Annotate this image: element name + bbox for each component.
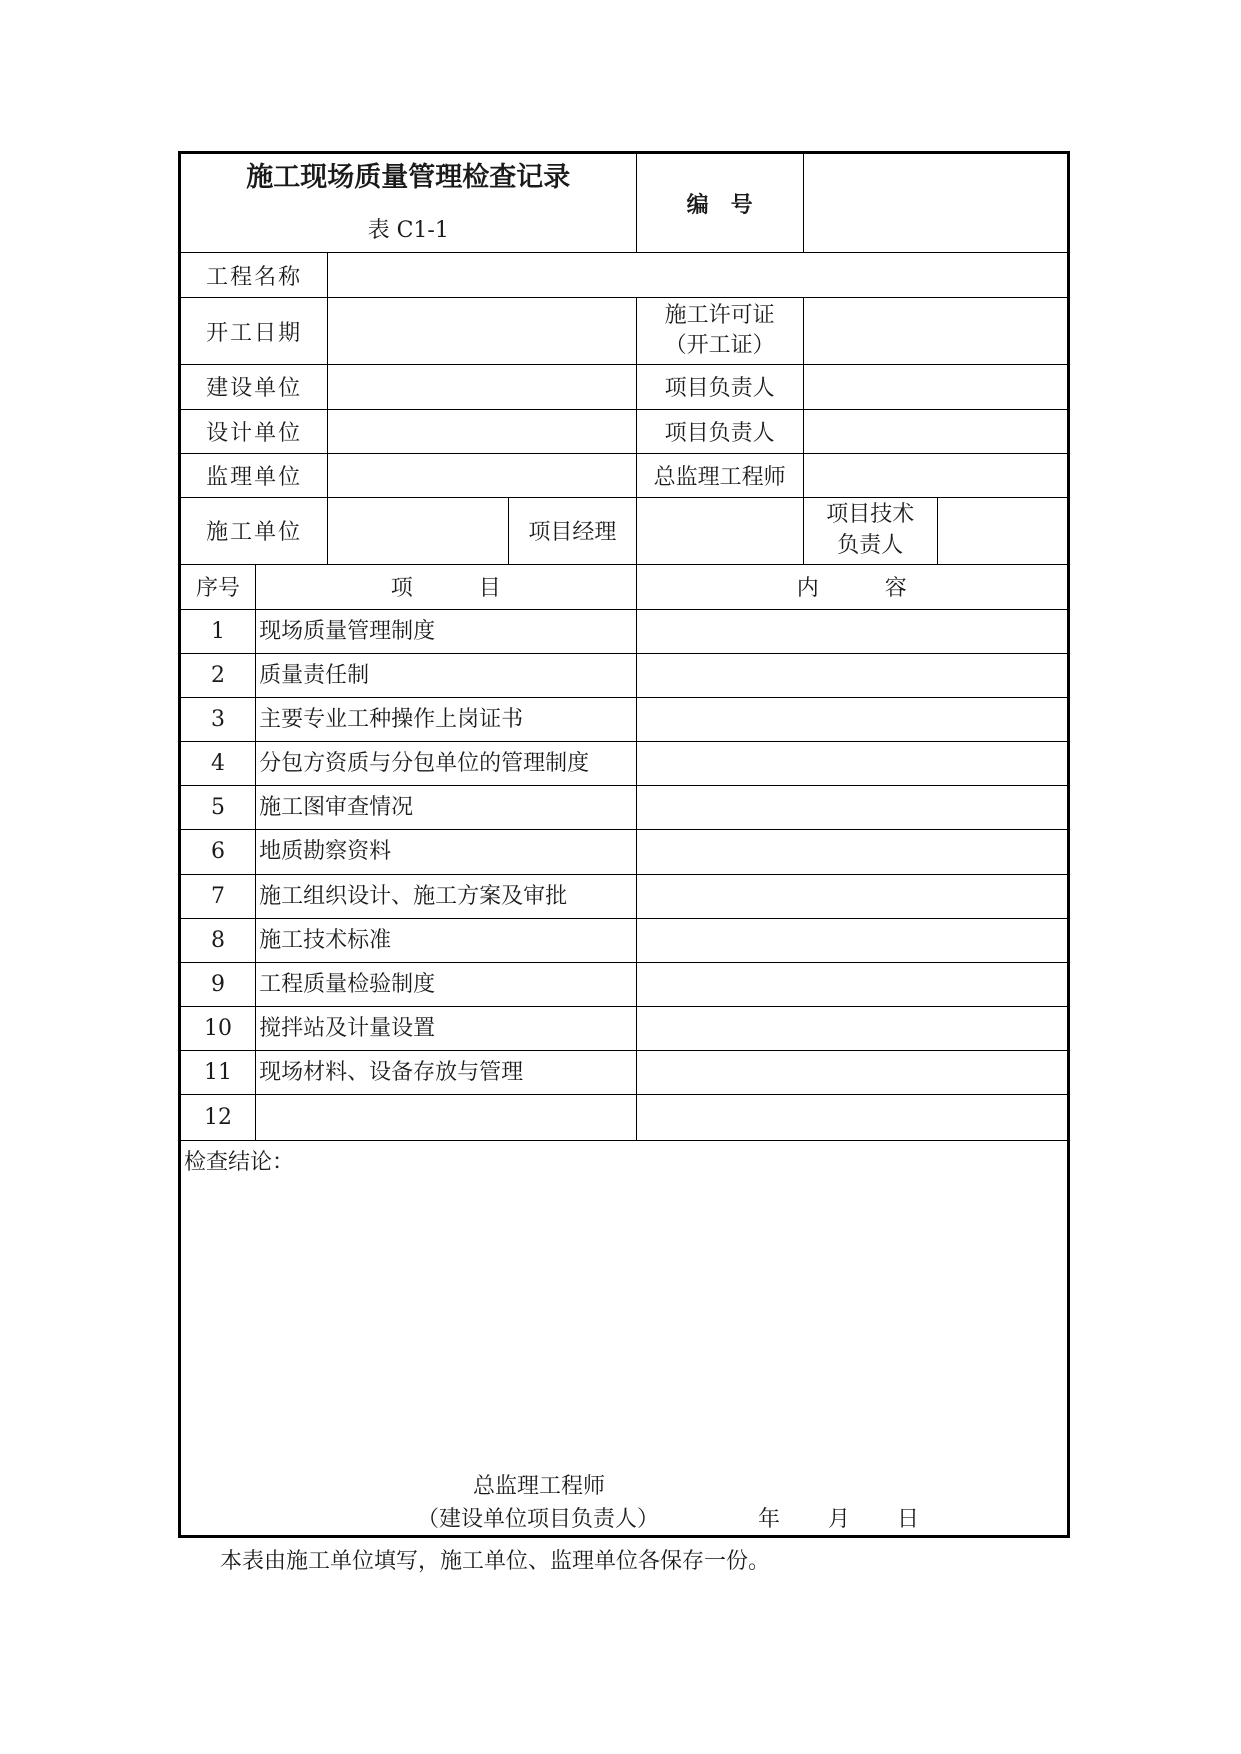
start-date-field[interactable] bbox=[328, 298, 636, 365]
row-item: 分包方资质与分包单位的管理制度 bbox=[256, 742, 636, 786]
project-name-label: 工程名称 bbox=[180, 253, 328, 298]
permit-label bbox=[636, 298, 803, 365]
chief-engineer-label: 总监理工程师 bbox=[636, 453, 803, 497]
project-name-field[interactable] bbox=[328, 253, 1069, 298]
row-seq: 3 bbox=[180, 698, 256, 742]
table-row bbox=[180, 742, 1069, 786]
number-field[interactable] bbox=[803, 153, 1068, 253]
row-item: 施工组织设计、施工方案及审批 bbox=[256, 874, 636, 918]
row-item: 主要专业工种操作上岗证书 bbox=[256, 698, 636, 742]
tech-leader-line1: 项目技术 bbox=[826, 501, 915, 527]
date-year-label: 年 bbox=[758, 1507, 781, 1533]
row-seq: 10 bbox=[180, 1006, 256, 1050]
project-manager-label: 项目经理 bbox=[509, 497, 636, 564]
table-row bbox=[180, 1050, 1069, 1094]
row-content-field[interactable] bbox=[636, 654, 1069, 698]
table-row bbox=[180, 830, 1069, 874]
row-item[interactable] bbox=[256, 1094, 636, 1140]
client-leader-label: 项目负责人 bbox=[636, 365, 803, 409]
col-content-header: 内 容 bbox=[636, 564, 1069, 609]
row-seq: 4 bbox=[180, 742, 256, 786]
client-leader-field[interactable] bbox=[803, 365, 1068, 409]
row-seq: 7 bbox=[180, 874, 256, 918]
date-day-label: 日 bbox=[897, 1507, 920, 1533]
project-manager-field[interactable] bbox=[636, 497, 803, 564]
number-label: 编 号 bbox=[686, 192, 753, 218]
table-row bbox=[180, 1094, 1069, 1140]
row-content-field[interactable] bbox=[636, 742, 1069, 786]
row-seq: 5 bbox=[180, 786, 256, 830]
supervision-field[interactable] bbox=[328, 453, 636, 497]
supervision-label: 监理单位 bbox=[180, 453, 328, 497]
permit-label-line2: （开工证） bbox=[664, 333, 775, 359]
table-row bbox=[180, 918, 1069, 962]
design-label: 设计单位 bbox=[180, 409, 328, 453]
row-content-field[interactable] bbox=[636, 1006, 1069, 1050]
form-title-cell bbox=[180, 153, 637, 253]
inspection-form-table bbox=[178, 151, 1070, 1538]
row-item: 工程质量检验制度 bbox=[256, 962, 636, 1006]
form-title: 施工现场质量管理检查记录 bbox=[246, 162, 571, 194]
tech-leader-field[interactable] bbox=[937, 497, 1068, 564]
row-seq: 1 bbox=[180, 609, 256, 653]
row-content-field[interactable] bbox=[636, 609, 1069, 653]
row-seq: 2 bbox=[180, 654, 256, 698]
tech-leader-label bbox=[803, 497, 937, 564]
table-row bbox=[180, 962, 1069, 1006]
table-row bbox=[180, 609, 1069, 653]
row-seq: 9 bbox=[180, 962, 256, 1006]
design-field[interactable] bbox=[328, 409, 636, 453]
row-item: 现场材料、设备存放与管理 bbox=[256, 1050, 636, 1094]
signer-line1: 总监理工程师 bbox=[473, 1474, 606, 1500]
row-item: 质量责任制 bbox=[256, 654, 636, 698]
row-content-field[interactable] bbox=[636, 874, 1069, 918]
start-date-label: 开工日期 bbox=[180, 298, 328, 365]
row-item: 现场质量管理制度 bbox=[256, 609, 636, 653]
tech-leader-line2: 负责人 bbox=[837, 532, 904, 558]
table-row bbox=[180, 786, 1069, 830]
row-seq: 12 bbox=[180, 1094, 256, 1140]
signer-line2: （建设单位项目负责人） bbox=[417, 1507, 660, 1533]
contractor-label: 施工单位 bbox=[180, 497, 328, 564]
form-code: 表 C1-1 bbox=[367, 217, 449, 243]
conclusion-label: 检查结论： bbox=[184, 1150, 295, 1176]
permit-field[interactable] bbox=[803, 298, 1068, 365]
col-item-header: 项 目 bbox=[256, 564, 636, 609]
row-item: 施工技术标准 bbox=[256, 918, 636, 962]
row-content-field[interactable] bbox=[636, 830, 1069, 874]
number-label-cell bbox=[636, 153, 803, 253]
permit-label-line1: 施工许可证 bbox=[664, 302, 775, 328]
row-item: 地质勘察资料 bbox=[256, 830, 636, 874]
row-seq: 11 bbox=[180, 1050, 256, 1094]
row-item: 搅拌站及计量设置 bbox=[256, 1006, 636, 1050]
row-seq: 8 bbox=[180, 918, 256, 962]
row-content-field[interactable] bbox=[636, 1050, 1069, 1094]
row-content-field[interactable] bbox=[636, 918, 1069, 962]
row-item: 施工图审查情况 bbox=[256, 786, 636, 830]
row-seq: 6 bbox=[180, 830, 256, 874]
row-content-field[interactable] bbox=[636, 1094, 1069, 1140]
table-row bbox=[180, 698, 1069, 742]
contractor-field[interactable] bbox=[328, 497, 509, 564]
table-row bbox=[180, 1006, 1069, 1050]
client-label: 建设单位 bbox=[180, 365, 328, 409]
chief-engineer-field[interactable] bbox=[803, 453, 1068, 497]
conclusion-area[interactable] bbox=[180, 1141, 1069, 1537]
table-row bbox=[180, 654, 1069, 698]
row-content-field[interactable] bbox=[636, 962, 1069, 1006]
row-content-field[interactable] bbox=[636, 698, 1069, 742]
footnote: 本表由施工单位填写，施工单位、监理单位各保存一份。 bbox=[220, 1549, 771, 1574]
design-leader-label: 项目负责人 bbox=[636, 409, 803, 453]
col-seq-header: 序号 bbox=[180, 564, 256, 609]
client-field[interactable] bbox=[328, 365, 636, 409]
table-row bbox=[180, 874, 1069, 918]
date-month-label: 月 bbox=[828, 1507, 851, 1533]
design-leader-field[interactable] bbox=[803, 409, 1068, 453]
row-content-field[interactable] bbox=[636, 786, 1069, 830]
